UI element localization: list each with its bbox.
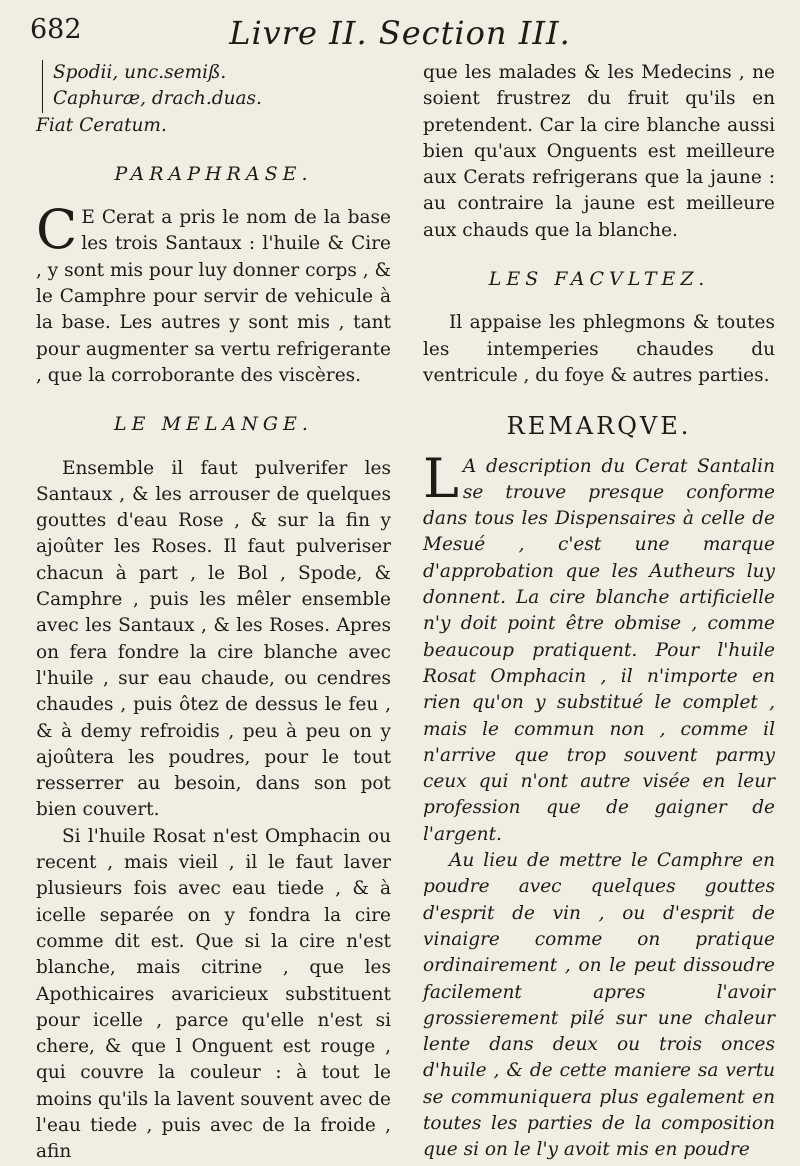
melange-paragraph: Ensemble il faut pulverifer les Santaux , & les arrouser de quelques gouttes d'eau Rose , & sur la fin y ajoûter les Roses. Il faut pulveriser chacun à part , le Bol , Spode, & Camphre , puis les mêler ensemble avec les Santaux , & les Roses. Apres on fera fondre la cire blanche avec l'huile , sur eau chaude, ou cendres chaudes , puis ôtez de dessus le feu , & à demy refroidis , peu à peu on y ajoûtera les poudres, pour le tout resserrer au besoin, dans son pot bien couvert.: [36, 457, 391, 821]
running-head: Livre II. Section III.: [229, 14, 571, 52]
facultez-paragraph: Il appaise les phlegmons & toutes les intemperies chaudes du ventricule , du foye & autres parties.: [423, 312, 775, 386]
recipe-line-spodium: Spodii, unc.semiß.: [42, 60, 391, 86]
page-number: 682: [30, 14, 82, 45]
paraphrase-paragraph: C E Cerat a pris le nom de la base les trois Santaux : l'huile & Cire , y sont mis pour luy donner corps , & le Camphre pour servir de vehicule à la base. Les autres y sont mis , tant pour augmenter sa vertu refrigerante , que la corroborante des viscères.: [36, 198, 391, 386]
recipe-fiat: Fiat Ceratum.: [36, 114, 167, 136]
drop-cap: L: [423, 446, 459, 510]
heading-melange: LE MELANGE.: [114, 413, 313, 436]
recipe-line-camphor: Caphuræ, drach.duas.: [42, 86, 391, 112]
heading-paraphrase: PARAPHRASE.: [114, 162, 313, 185]
drop-cap: C: [36, 198, 78, 262]
rosat-paragraph: Si l'huile Rosat n'est Omphacin ou recent , mais vieil , il le faut laver plusieurs fois avec eau tiede , & à icelle separée on y fondra la cire comme dit est. Que si la cire n'est blanche, mais citrine , que les Apothicaires avaricieux substituent pour icelle , parce qu'elle n'est si chere, & que l Onguent est rouge , qui couvre la couleur : à tout le moins qu'ils la lavent souvent avec de l'eau tiede , puis avec de la froide , afin: [36, 825, 391, 1163]
right-column: [423, 60, 775, 1164]
continued-paragraph: que les malades & les Medecins , ne soient frustrez du fruit qu'ils en pretendent. Car la cire blanche aussi bien qu'aux Onguents est meilleure aux Cerats refrigerans que la jaune : au contraire la jaune est meilleure aux chauds que la blanche.: [423, 62, 775, 241]
camphre-paragraph: Au lieu de mettre le Camphre en poudre avec quelques gouttes d'esprit de vin , ou d'esprit de vinaigre comme on pratique ordinairement , on le peut dissoudre facilement apres l'avoir grossierement pilé sur une chaleur lente dans deux ou trois onces d'huile , & de cette maniere sa vertu se communiquera plus egalement en toutes les parties de la composition que si on le l'y avoit mis en poudre: [423, 850, 775, 1161]
left-column: [36, 60, 391, 1166]
page-header: [30, 14, 770, 58]
heading-remarque: REMARQVE.: [506, 412, 692, 441]
remarque-paragraph: L A description du Cerat Santalin se trouve presque conforme dans tous les Dispensaires à celle de Mesué , c'est une marque d'approbation que les Autheurs luy donnent. La cire blanche artificielle n'y doit point être obmise , comme beaucoup pratiquent. Pour l'huile Rosat Omphacin , il n'importe en rien qu'on y substitué le complet , mais le commun non , comme il n'arrive que trop souvent parmy ceux qui n'ont autre visée en leur profession que de gaigner de l'argent.: [423, 446, 775, 845]
heading-facultez: LES FACVLTEZ.: [488, 268, 710, 291]
